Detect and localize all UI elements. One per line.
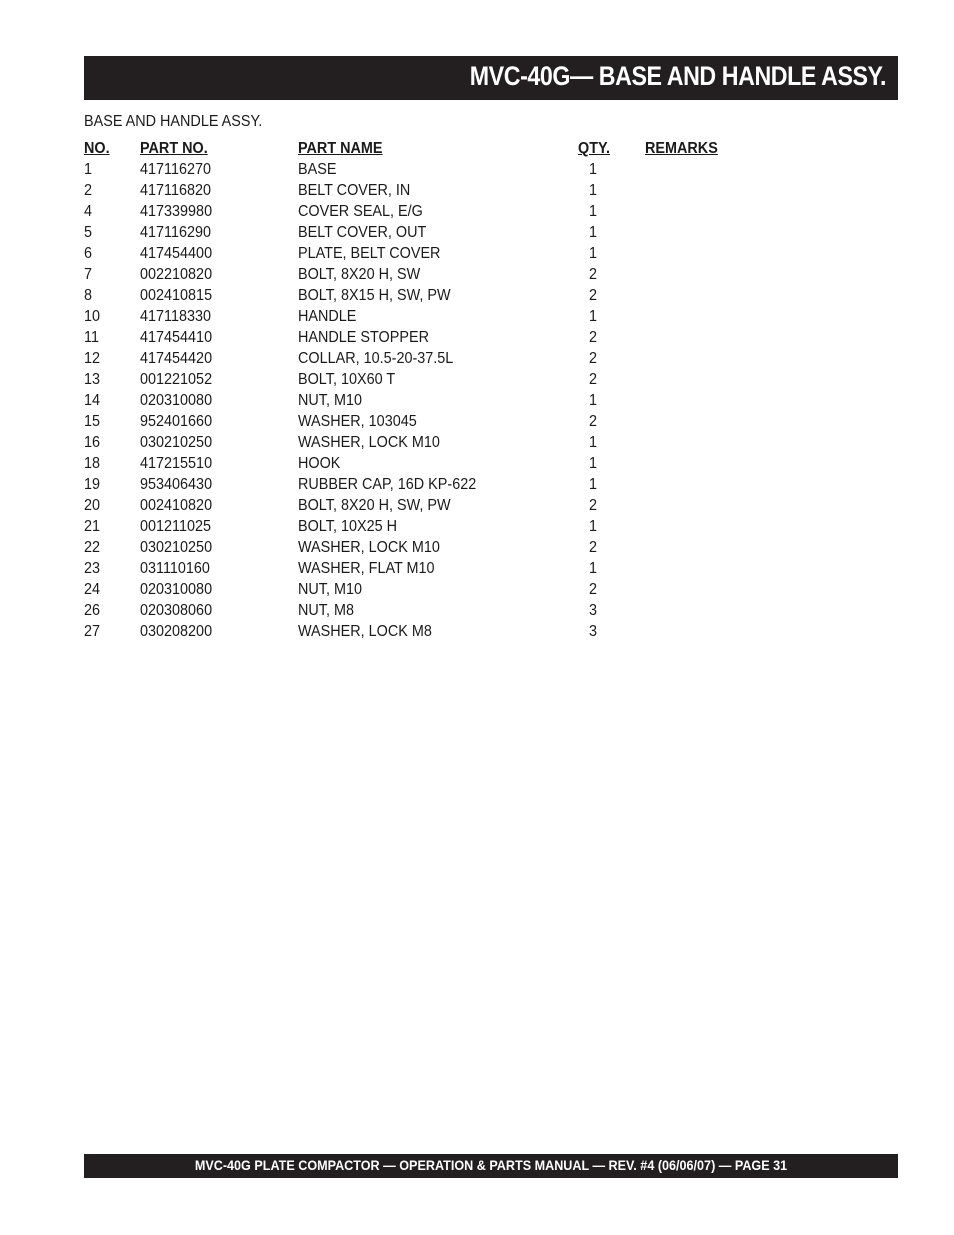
cell-no: 18 <box>84 455 101 472</box>
cell-part-name: BOLT, 8X20 H, SW, PW <box>298 497 451 514</box>
cell-part-name: BOLT, 10X60 T <box>298 371 396 388</box>
cell-part-no: 002410815 <box>140 287 213 304</box>
parts-table <box>84 140 784 644</box>
cell-no: 20 <box>84 497 101 514</box>
cell-part-name: BASE <box>298 161 337 178</box>
cell-part-no: 002410820 <box>140 497 213 514</box>
cell-part-name: BELT COVER, IN <box>298 182 411 199</box>
table-row <box>84 434 784 455</box>
cell-qty: 2 <box>589 413 598 430</box>
footer-text: MVC-40G PLATE COMPACTOR — OPERATION & PARTS MANUAL — REV. #4 (06/06/07) — PAGE 31 <box>194 1157 788 1173</box>
cell-part-name: BOLT, 8X20 H, SW <box>298 266 421 283</box>
column-header-part-no: PART NO. <box>140 140 208 157</box>
table-row <box>84 476 784 497</box>
cell-no: 22 <box>84 539 101 556</box>
cell-no: 14 <box>84 392 101 409</box>
table-row <box>84 581 784 602</box>
table-row <box>84 350 784 371</box>
cell-qty: 3 <box>589 623 598 640</box>
footer-bar <box>84 1154 898 1178</box>
cell-part-no: 030210250 <box>140 539 213 556</box>
table-row <box>84 371 784 392</box>
cell-part-no: 031110160 <box>140 560 210 577</box>
table-row <box>84 224 784 245</box>
cell-part-name: NUT, M10 <box>298 581 363 598</box>
cell-no: 16 <box>84 434 101 451</box>
cell-no: 26 <box>84 602 101 619</box>
cell-qty: 2 <box>589 371 598 388</box>
table-row <box>84 413 784 434</box>
cell-part-name: BELT COVER, OUT <box>298 224 427 241</box>
cell-qty: 2 <box>589 266 598 283</box>
table-header-row <box>84 140 784 161</box>
cell-part-no: 030210250 <box>140 434 213 451</box>
cell-part-no: 417339980 <box>140 203 213 220</box>
table-row <box>84 623 784 644</box>
cell-part-no: 417116290 <box>140 224 212 241</box>
cell-part-no: 020310080 <box>140 581 213 598</box>
table-row <box>84 287 784 308</box>
cell-qty: 2 <box>589 539 598 556</box>
header-bar <box>84 56 898 100</box>
cell-no: 19 <box>84 476 101 493</box>
cell-part-no: 020308060 <box>140 602 213 619</box>
cell-part-no: 953406430 <box>140 476 213 493</box>
cell-part-no: 952401660 <box>140 413 213 430</box>
cell-no: 7 <box>84 266 93 283</box>
cell-part-name: BOLT, 10X25 H <box>298 518 397 535</box>
cell-part-no: 002210820 <box>140 266 213 283</box>
cell-qty: 2 <box>589 287 598 304</box>
cell-part-no: 417454420 <box>140 350 213 367</box>
cell-no: 21 <box>84 518 101 535</box>
table-row <box>84 455 784 476</box>
table-row <box>84 560 784 581</box>
cell-part-name: RUBBER CAP, 16D KP-622 <box>298 476 477 493</box>
table-row <box>84 266 784 287</box>
table-row <box>84 203 784 224</box>
cell-qty: 2 <box>589 350 598 367</box>
cell-part-name: WASHER, 103045 <box>298 413 417 430</box>
cell-qty: 3 <box>589 602 598 619</box>
table-row <box>84 518 784 539</box>
cell-part-name: NUT, M10 <box>298 392 363 409</box>
cell-qty: 1 <box>589 245 598 262</box>
column-header-qty: QTY. <box>578 140 611 157</box>
section-label: BASE AND HANDLE ASSY. <box>84 113 263 130</box>
cell-qty: 1 <box>589 308 598 325</box>
cell-no: 6 <box>84 245 93 262</box>
cell-qty: 1 <box>589 161 598 178</box>
cell-qty: 1 <box>589 560 598 577</box>
cell-part-name: HOOK <box>298 455 341 472</box>
cell-no: 1 <box>84 161 93 178</box>
cell-part-no: 001211025 <box>140 518 212 535</box>
cell-part-no: 417454410 <box>140 329 213 346</box>
cell-qty: 1 <box>589 434 598 451</box>
cell-no: 4 <box>84 203 93 220</box>
table-row <box>84 245 784 266</box>
cell-no: 11 <box>84 329 99 346</box>
cell-no: 13 <box>84 371 101 388</box>
cell-qty: 1 <box>589 203 598 220</box>
cell-qty: 1 <box>589 392 598 409</box>
cell-part-name: BOLT, 8X15 H, SW, PW <box>298 287 451 304</box>
table-body <box>84 161 784 644</box>
cell-part-name: NUT, M8 <box>298 602 355 619</box>
cell-part-no: 417454400 <box>140 245 213 262</box>
cell-part-name: COVER SEAL, E/G <box>298 203 423 220</box>
cell-part-name: WASHER, LOCK M10 <box>298 539 440 556</box>
cell-no: 10 <box>84 308 101 325</box>
table-row <box>84 161 784 182</box>
cell-part-no: 417215510 <box>140 455 213 472</box>
table-row <box>84 539 784 560</box>
cell-part-no: 030208200 <box>140 623 213 640</box>
table-row <box>84 308 784 329</box>
cell-part-no: 001221052 <box>140 371 213 388</box>
cell-part-no: 417116270 <box>140 161 212 178</box>
cell-qty: 2 <box>589 329 598 346</box>
cell-no: 5 <box>84 224 93 241</box>
cell-part-name: WASHER, LOCK M8 <box>298 623 432 640</box>
cell-part-name: PLATE, BELT COVER <box>298 245 441 262</box>
cell-part-no: 020310080 <box>140 392 213 409</box>
cell-qty: 2 <box>589 497 598 514</box>
table-row <box>84 602 784 623</box>
table-row <box>84 329 784 350</box>
table-row <box>84 392 784 413</box>
cell-no: 15 <box>84 413 101 430</box>
cell-qty: 1 <box>589 476 598 493</box>
table-row <box>84 182 784 203</box>
cell-part-name: HANDLE STOPPER <box>298 329 429 346</box>
cell-no: 27 <box>84 623 101 640</box>
cell-part-name: HANDLE <box>298 308 357 325</box>
page-title: MVC-40G— BASE AND HANDLE ASSY. <box>469 61 886 91</box>
cell-qty: 2 <box>589 581 598 598</box>
cell-qty: 1 <box>589 455 598 472</box>
column-header-part-name: PART NAME <box>298 140 383 157</box>
cell-no: 24 <box>84 581 101 598</box>
cell-part-name: WASHER, LOCK M10 <box>298 434 440 451</box>
cell-part-no: 417118330 <box>140 308 212 325</box>
cell-qty: 1 <box>589 224 598 241</box>
table-row <box>84 497 784 518</box>
cell-qty: 1 <box>589 518 598 535</box>
cell-qty: 1 <box>589 182 598 199</box>
cell-part-name: COLLAR, 10.5-20-37.5L <box>298 350 454 367</box>
cell-part-name: WASHER, FLAT M10 <box>298 560 435 577</box>
column-header-no: NO. <box>84 140 110 157</box>
column-header-remarks: REMARKS <box>645 140 718 157</box>
cell-no: 23 <box>84 560 101 577</box>
cell-no: 12 <box>84 350 101 367</box>
cell-part-no: 417116820 <box>140 182 212 199</box>
cell-no: 8 <box>84 287 93 304</box>
cell-no: 2 <box>84 182 93 199</box>
